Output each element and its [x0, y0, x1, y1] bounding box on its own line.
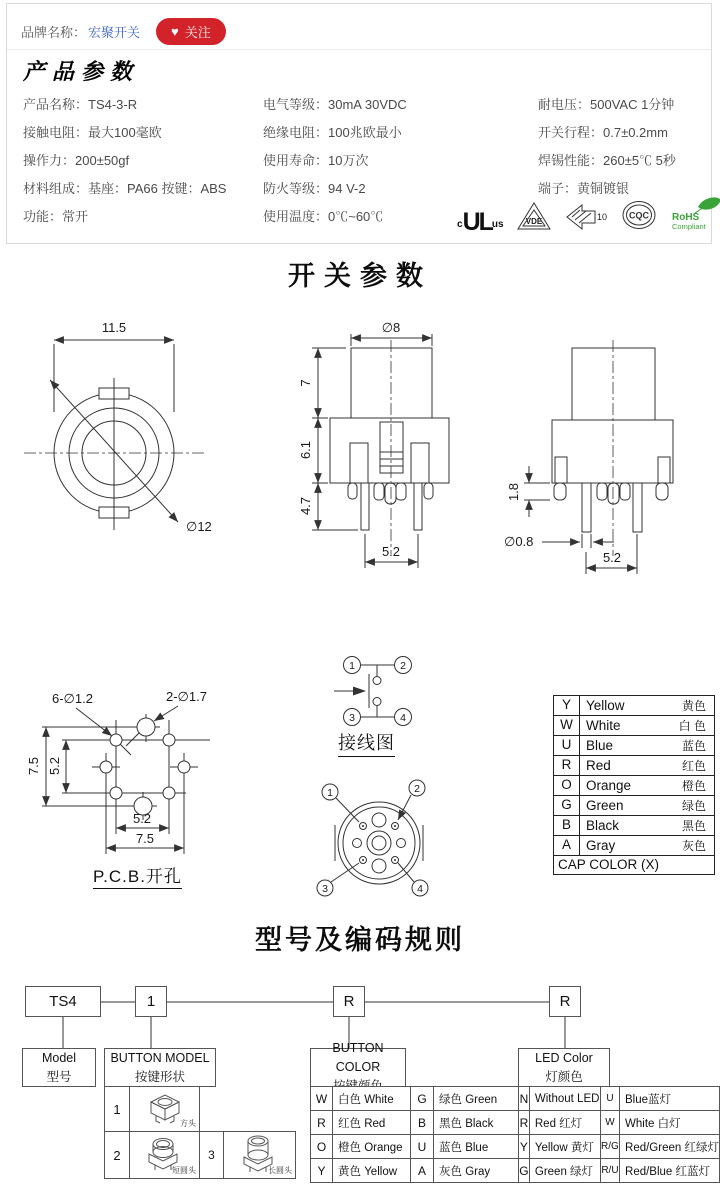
product-params-title: 产品参数: [23, 59, 140, 85]
pin-1: 1: [327, 787, 333, 799]
dim-6.1: 6.1: [298, 440, 313, 460]
table-row: R 红色 Red B 黑色 Black: [311, 1111, 524, 1135]
cqc-certification-icon: [621, 198, 657, 232]
follow-button-label: 关注: [184, 24, 211, 40]
button-model-num-3: 3: [199, 1131, 224, 1179]
dim-diameter-12: ∅12: [186, 519, 212, 534]
led-color-table: [518, 1086, 720, 1183]
svg-text:10: 10: [596, 212, 607, 222]
label-large-holes: 2-∅1.7: [166, 689, 207, 704]
svg-text:Compliant: Compliant: [671, 222, 706, 231]
dim-diameter-8: ∅8: [381, 320, 401, 335]
dim-5.2-h: 5.2: [132, 811, 152, 826]
pin-4: 4: [417, 883, 423, 895]
table-row: R Red 红灯 W White 白灯: [519, 1111, 720, 1135]
spec-row: 电气等级：30mA 30VDC: [263, 97, 407, 112]
dim-7.5-h: 7.5: [135, 831, 155, 846]
cap-color-row: Y Yellow 黄色: [554, 696, 714, 716]
vde-certification-icon: [517, 201, 551, 232]
spec-row: 端子：黄铜镀银: [538, 181, 630, 196]
cap-color-row: A Gray 灰色: [554, 836, 714, 856]
front-view-drawing: [288, 306, 488, 590]
code-box-led-color: R: [549, 986, 581, 1017]
top-view-drawing: [8, 316, 238, 560]
cap-color-table: [553, 695, 715, 875]
spec-column-1: [23, 91, 226, 231]
button-model-num-2: 2: [104, 1131, 130, 1179]
spec-column-2: [263, 91, 407, 231]
spec-row: 开关行程：0.7±0.2mm: [538, 125, 668, 140]
rohs-certification-icon: [670, 196, 720, 232]
brand-label: 品牌名称：: [21, 24, 87, 40]
dim-4.7: 4.7: [298, 496, 313, 516]
pin-1: 1: [349, 660, 355, 672]
cap-color-row: W White 白 色: [554, 716, 714, 736]
group-led-color: LED Color 灯颜色: [518, 1048, 610, 1087]
spec-row: 接触电阻：最大100毫欧: [23, 125, 162, 140]
wiring-caption: 接线图: [338, 729, 395, 757]
cap-color-row: B Black 黑色: [554, 816, 714, 836]
button-model-image-1: 方头: [129, 1086, 200, 1132]
code-box-button-color: R: [333, 986, 365, 1017]
dim-5.2-v: 5.2: [47, 756, 62, 776]
follow-button[interactable]: [156, 18, 226, 45]
divider: [7, 49, 711, 50]
code-box-model: TS4: [25, 986, 101, 1017]
svg-text:CQC: CQC: [628, 210, 649, 221]
group-button-model: BUTTON MODEL 按键形状: [104, 1048, 216, 1087]
button-model-image-3: 长圆头: [223, 1131, 296, 1179]
table-row: Y Yellow 黄灯 R/G Red/Green 红绿灯: [519, 1135, 720, 1159]
cap-color-footer: CAP COLOR (X): [558, 857, 660, 872]
group-model: Model 型号: [22, 1048, 96, 1087]
spec-row: 材料组成：基座：PA66 按键：ABS: [23, 181, 227, 196]
spec-row: 产品名称：TS4-3-R: [23, 97, 138, 112]
cap-color-row: U Blue 蓝色: [554, 736, 714, 756]
spec-column-3: [538, 91, 676, 203]
code-box-button-model: 1: [135, 986, 167, 1017]
pin-2: 2: [414, 783, 420, 795]
dim-pin-diameter: ∅0.8: [504, 534, 534, 549]
group-button-color: BUTTON COLOR: [310, 1048, 406, 1087]
svg-text:VDE: VDE: [525, 217, 542, 226]
pin-4: 4: [400, 712, 406, 724]
coding-rules-title: 型号及编码规则: [255, 925, 465, 955]
button-color-table: [310, 1086, 524, 1183]
dim-5.2: 5.2: [381, 544, 401, 559]
spec-row: 防火等级：94 V-2: [263, 181, 366, 196]
brand-link[interactable]: 宏聚开关: [88, 24, 141, 40]
table-row: W 白色 White G 绿色 Green: [311, 1087, 524, 1111]
certifications: [457, 196, 720, 236]
spec-row: 使用寿命：10万次: [263, 153, 369, 168]
cap-color-row: G Green 绿色: [554, 796, 714, 816]
dim-1.8: 1.8: [506, 482, 521, 502]
pcb-caption: P.C.B.开孔: [93, 862, 182, 889]
tuv-certification-icon: [564, 202, 608, 232]
pin-3: 3: [349, 712, 355, 724]
table-row: Y 黄色 Yellow A 灰色 Gray: [311, 1159, 524, 1183]
label-small-holes: 6-∅1.2: [52, 691, 93, 706]
brand-bar: [21, 16, 226, 46]
spec-row: 功能：常开: [23, 209, 89, 224]
button-model-image-2: 短圆头: [129, 1131, 200, 1179]
ul-certification-icon: c UL us: [457, 208, 504, 236]
cap-color-row: R Red 红色: [554, 756, 714, 776]
heart-icon: ♥: [171, 23, 179, 39]
spec-row: 操作力：200±50gf: [23, 153, 130, 168]
svg-text:RoHS: RoHS: [671, 212, 699, 223]
table-row: N Without LED U Blue蓝灯: [519, 1087, 720, 1111]
spec-row: 焊锡性能：260±5℃ 5秒: [538, 153, 676, 168]
cap-color-row: O Orange 橙色: [554, 776, 714, 796]
dim-7.5-v: 7.5: [26, 756, 41, 776]
bottom-view-drawing: [298, 776, 468, 904]
product-params-panel: [6, 3, 712, 244]
table-row: O 橙色 Orange U 蓝色 Blue: [311, 1135, 524, 1159]
dim-7: 7: [298, 379, 313, 387]
spec-row: 使用温度：0℃~60℃: [263, 209, 384, 224]
table-row: G Green 绿灯 R/U Red/Blue 红蓝灯: [519, 1159, 720, 1183]
side-view-drawing: [498, 306, 720, 590]
switch-params-title: 开关参数: [288, 261, 432, 291]
dim-11.5: 11.5: [101, 320, 127, 335]
pin-2: 2: [400, 660, 406, 672]
spec-row: 耐电压：500VAC 1分钟: [538, 97, 675, 112]
pin-3: 3: [322, 883, 328, 895]
spec-row: 绝缘电阻：100兆欧最小: [263, 125, 402, 140]
button-model-num-1: 1: [104, 1086, 130, 1132]
dim-5.2-side: 5.2: [602, 550, 622, 565]
